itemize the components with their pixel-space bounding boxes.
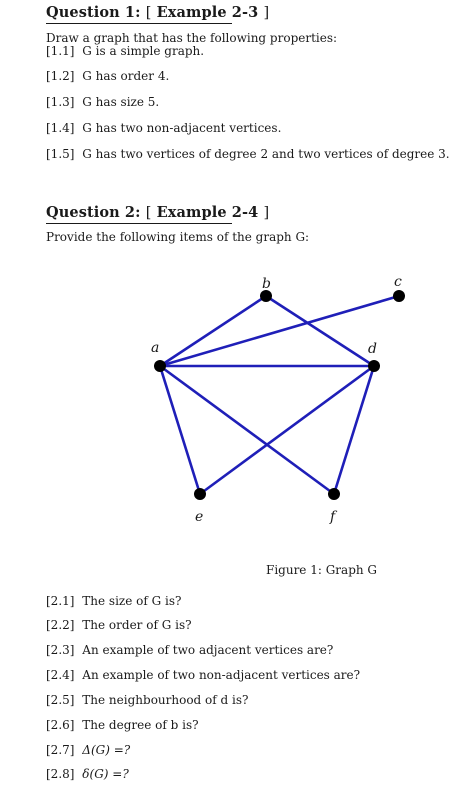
graph-vertex-label-c: c: [394, 274, 402, 290]
graph-vertex-c: [393, 290, 405, 302]
item-text: The degree of b is?: [82, 718, 199, 732]
item-text: The order of G is?: [82, 618, 192, 632]
question-2-ref: Example 2-4: [156, 204, 259, 221]
graph-edges: [160, 296, 399, 494]
graph-edge-af: [160, 366, 334, 494]
item-number: [1.2]: [46, 69, 75, 83]
graph-edge-ab: [160, 296, 266, 366]
question-1-title: Question 1:: [46, 4, 141, 21]
graph-vertex-label-f: f: [330, 509, 336, 525]
graph-vertex-d: [368, 360, 380, 372]
item-text: G is a simple graph.: [82, 44, 205, 58]
question-2-item: [46, 618, 192, 632]
graph-edge-de: [200, 366, 374, 494]
item-text: G has two vertices of degree 2 and two vertices of degree 3.: [82, 147, 450, 161]
question-1-ref-open: [: [145, 5, 152, 21]
item-text: G has order 4.: [82, 69, 170, 83]
figure-caption: Figure 1: Graph G: [266, 563, 378, 577]
item-number: [2.4]: [46, 668, 75, 682]
graph-edge-df: [334, 366, 374, 494]
graph-vertex-f: [328, 488, 340, 500]
item-number: [2.7]: [46, 743, 75, 757]
item-text: The neighbourhood of d is?: [82, 693, 249, 707]
item-text: δ(G) =?: [82, 767, 129, 781]
question-1-ref: Example 2-3: [156, 4, 259, 21]
item-number: [2.2]: [46, 618, 75, 632]
graph-vertex-label-a: a: [151, 340, 160, 356]
item-number: [2.3]: [46, 643, 75, 657]
item-text: Δ(G) =?: [82, 743, 131, 757]
question-2-item: [46, 743, 130, 757]
graph-edge-ae: [160, 366, 200, 494]
question-2-item: [46, 718, 199, 732]
item-number: [1.3]: [46, 95, 75, 109]
graph-vertex-label-b: b: [262, 276, 271, 292]
question-1-ref-close: ]: [263, 5, 270, 21]
item-number: [2.6]: [46, 718, 75, 732]
question-2-item: [46, 594, 181, 608]
graph-vertex-a: [154, 360, 166, 372]
question-2-item: [46, 668, 360, 682]
item-number: [1.4]: [46, 121, 75, 135]
graph-vertex-label-e: e: [195, 509, 204, 525]
item-number: [2.8]: [46, 767, 75, 781]
graph-edge-ac: [160, 296, 399, 366]
item-number: [2.1]: [46, 594, 75, 608]
item-text: An example of two non-adjacent vertices are?: [82, 668, 361, 682]
graph-vertex-e: [194, 488, 206, 500]
question-2-intro: Provide the following items of the graph G:: [46, 230, 310, 244]
question-2-item: [46, 643, 333, 657]
item-number: [1.1]: [46, 44, 75, 58]
item-text: An example of two adjacent vertices are?: [82, 643, 334, 657]
item-number: [1.5]: [46, 147, 75, 161]
question-2-ref-close: ]: [263, 205, 270, 221]
question-2-item: [46, 693, 248, 707]
question-2-item: [46, 767, 129, 781]
item-number: [2.5]: [46, 693, 75, 707]
question-2-ref-open: [: [145, 205, 152, 221]
item-text: G has size 5.: [82, 95, 160, 109]
item-text: G has two non-adjacent vertices.: [82, 121, 282, 135]
question-1-intro: Draw a graph that has the following properties:: [46, 31, 338, 45]
question-2-title: Question 2:: [46, 204, 141, 221]
item-text: The size of G is?: [82, 594, 182, 608]
graph-vertex-label-d: d: [368, 341, 377, 357]
